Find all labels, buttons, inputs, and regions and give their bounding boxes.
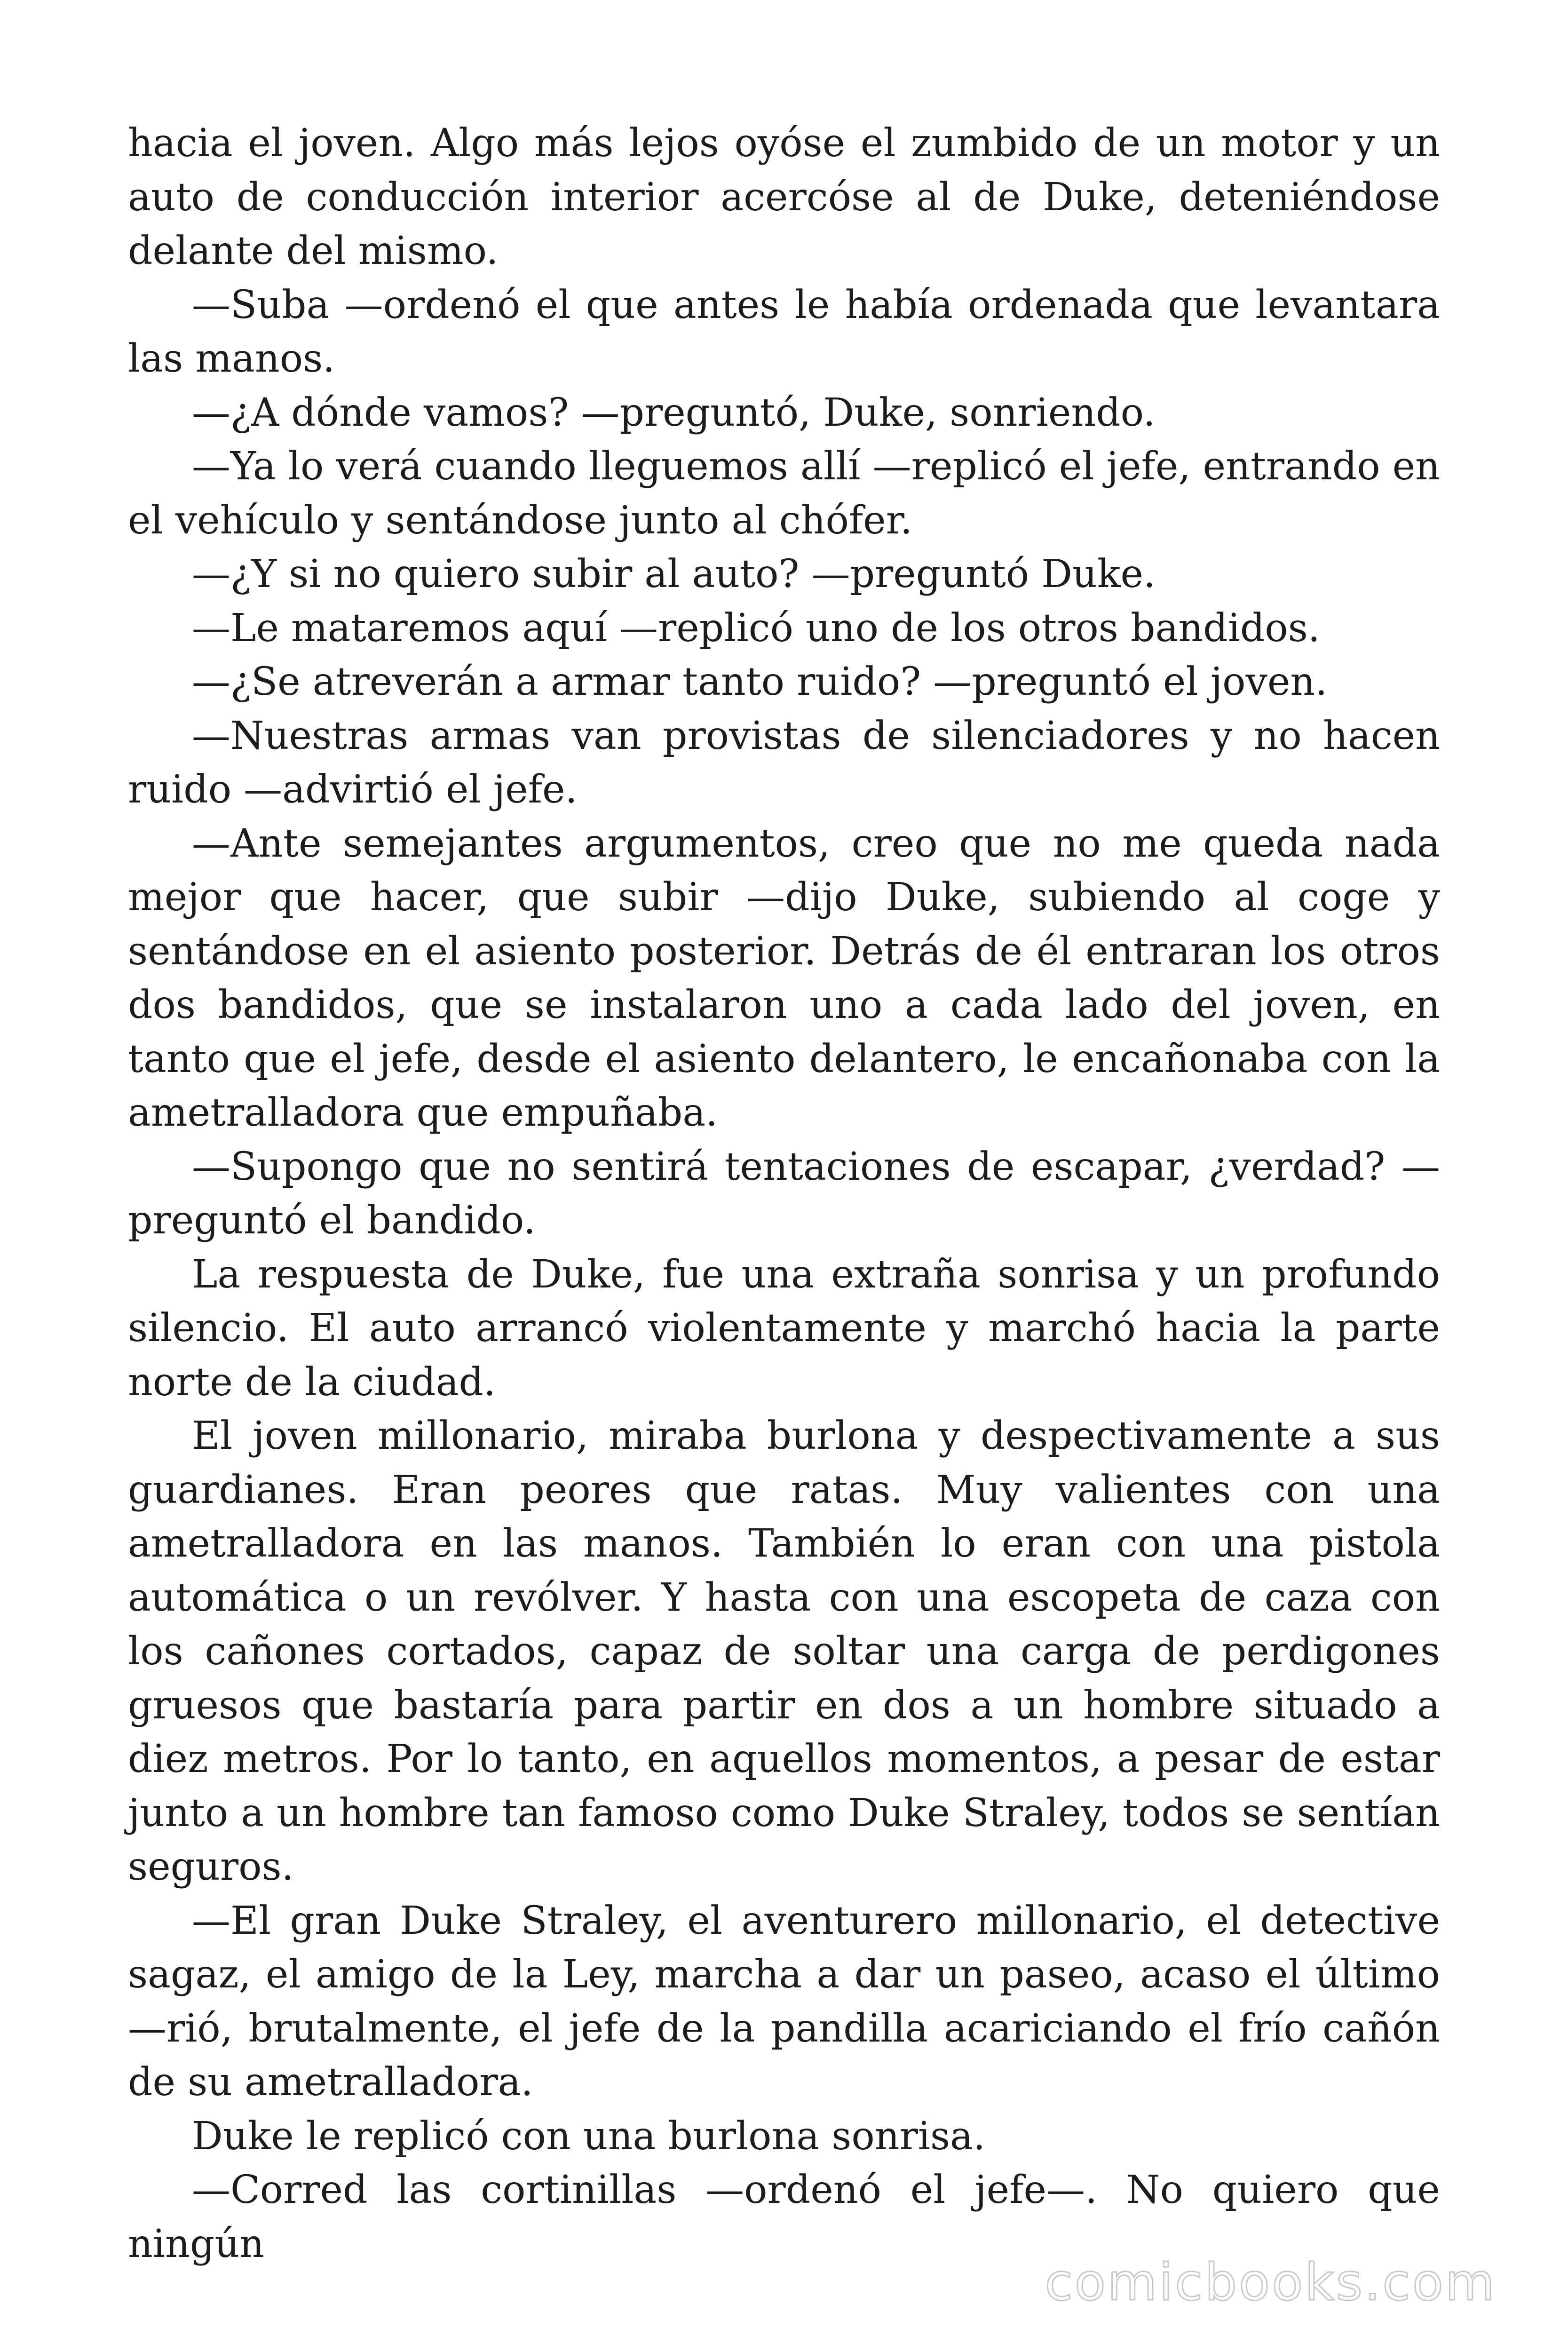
paragraph: —Ya lo verá cuando lleguemos allí —replicó el jefe, entrando en el vehículo y sentándose junto al chófer. bbox=[128, 444, 1440, 543]
paragraph: —Suba —ordenó el que antes le había ordenada que levantara las manos. bbox=[128, 282, 1440, 381]
paragraph: —¿Y si no quiero subir al auto? —preguntó Duke. bbox=[192, 552, 1156, 596]
paragraph: —¿A dónde vamos? —preguntó, Duke, sonriendo. bbox=[192, 390, 1156, 435]
paragraph: —¿Se atreverán a armar tanto ruido? —preguntó el joven. bbox=[192, 660, 1328, 704]
paragraph: hacia el joven. Algo más lejos oyóse el zumbido de un motor y un auto de conducción interior acercóse al de Duke, deteniéndose delante del mismo. bbox=[128, 121, 1440, 273]
paragraph: La respuesta de Duke, fue una extraña sonrisa y un profundo silencio. El auto arrancó violentamente y marchó hacia la parte norte de la ciudad. bbox=[128, 1252, 1440, 1405]
paragraph: El joven millonario, miraba burlona y despectivamente a sus guardianes. Eran peores que ratas. Muy valientes con una ametralladora en las manos. También lo eran con una pistola automática o un revólver. Y hasta con una escopeta de caza con los cañones cortados, capaz de soltar una carga de perdigones gruesos que bastaría para partir en dos a un hombre situado a diez metros. Por lo tanto, en aquellos momentos, a pesar de estar junto a un hombre tan famoso como Duke Straley, todos se sentían seguros. bbox=[128, 1414, 1440, 1889]
paragraph: Duke le replicó con una burlona sonrisa. bbox=[192, 2114, 986, 2159]
paragraph: —Le mataremos aquí —replicó uno de los otros bandidos. bbox=[192, 605, 1320, 651]
watermark: comicbooks.com bbox=[1045, 2253, 1497, 2312]
paragraph: —Supongo que no sentirá tentaciones de escapar, ¿verdad? —preguntó el bandido. bbox=[128, 1144, 1440, 1243]
paragraph: —El gran Duke Straley, el aventurero millonario, el detective sagaz, el amigo de la Ley, marcha a dar un paseo, acaso el último —rió, brutalmente, el jefe de la pandilla acariciando el frío cañón de su ametralladora. bbox=[128, 1898, 1440, 2105]
paragraph: —Corred las cortinillas —ordenó el jefe—. No quiero que ningún bbox=[128, 2168, 1440, 2266]
paragraph: —Ante semejantes argumentos, creo que no me queda nada mejor que hacer, que subir —dijo Duke, subiendo al coge y sentándose en el asiento posterior. Detrás de él entraran los otros dos bandidos, que se instalaron uno a cada lado del joven, en tanto que el jefe, desde el asiento delantero, le encañonaba con la ametralladora que empuñaba. bbox=[128, 821, 1440, 1135]
paragraph: —Nuestras armas van provistas de silenciadores y no hacen ruido —advirtió el jefe. bbox=[128, 713, 1440, 812]
page-text bbox=[128, 117, 1440, 2271]
